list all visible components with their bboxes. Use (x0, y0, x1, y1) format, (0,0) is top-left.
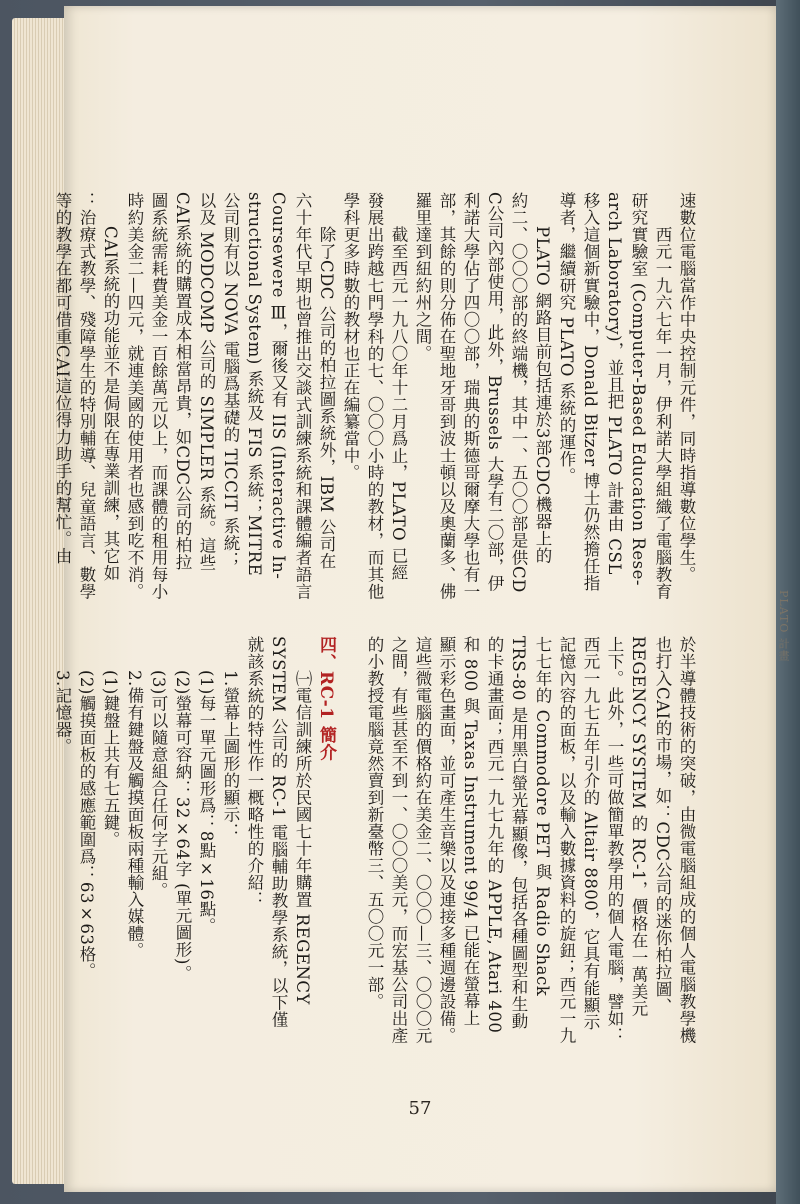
text-line: 時約美金二—四元，就連美國的使用者也感到吃不消。 (125, 192, 144, 600)
text-line: 導者，繼續研究 PLATO 系統的運作。 (557, 192, 576, 485)
text-line: 學科更多時數的教材也正在編纂當中。 (341, 192, 360, 481)
text-line: 2.備有鍵盤及觸摸面板兩種輸入媒體。 (125, 636, 144, 959)
text-line: 就該系統的特性作一概略性的介紹： (245, 636, 264, 908)
text-line: ：治療式教學、殘障學生的特別輔導、兒童語言、數學 (77, 192, 96, 600)
text-line: 公司則有以 NOVA 電腦爲基礎的 TICCIT 系統； (221, 192, 240, 569)
text-line: PLATO 網路目前包括連於3部CDC機器上的 (533, 192, 552, 564)
text-line: TRS-80 是用黑白螢光幕顯像，包括各種圖型和生動 (509, 636, 528, 1030)
running-head: PLATO 計畫 (777, 590, 790, 662)
text-line: (3)可以隨意組合任何字元組。 (149, 636, 168, 899)
text-line: CAI系統的購置成本相當昂貴，如CDC公司的柏拉 (173, 192, 192, 571)
lower-text-block (50, 636, 698, 1056)
text-line: (2)螢幕可容納：32×64字 (單元圖形)。 (173, 636, 192, 982)
text-line: 發展出跨越七門學科的七、〇〇〇小時的教材，而其他 (365, 192, 384, 600)
text-line: 截至西元一九八〇年十二月爲止，PLATO 已經 (389, 192, 408, 581)
text-line (338, 636, 362, 1056)
text-line: 七七年的 Commodore PET 與 Radio Shack (533, 636, 552, 997)
text-line: ㈠電信訓練所於民國七十年購置 REGENCY (293, 636, 312, 1005)
text-line: 顯示彩色畫面，並可產生音樂以及連接多種週邊設備。 (437, 636, 456, 1044)
text-line: 等的教學在都可借重CAI這位得力助手的幫忙。由 (53, 192, 72, 565)
text-line: 這些微電腦的價格約在美金二、〇〇〇—三、〇〇〇元 (413, 636, 432, 1044)
section-heading: 四、RC-1 簡介 (316, 636, 336, 761)
text-line: CAI系統的功能並不是侷限在專業訓練，其它如 (101, 192, 120, 582)
text-line: C公司內部使用，此外，Brussels 大學有二〇部，伊 (485, 192, 504, 592)
text-line: 於半導體技術的突破，由微電腦組成的個人電腦教學機 (677, 636, 696, 1044)
text-line: 3.記憶器。 (53, 636, 72, 755)
text-line: 上下。此外，一些可做簡單教學用的個人電腦，譬如： (605, 636, 624, 1044)
text-line: 六十年代早期也曾推出交談式訓練系統和課體編者語言 (293, 192, 312, 600)
text-line: (1)鍵盤上共有七五鍵。 (101, 636, 120, 848)
text-line: 西元一九七五年引介的 Altair 8800，它具有能顯示 (581, 636, 600, 1031)
text-line: 除了CDC 公司的柏拉圖系統外，IBM 公司在 (317, 192, 336, 570)
text-line: 移入這個新實驗中，Donald Bitzer 博士仍然擔任指 (581, 192, 600, 592)
text-line: 和 800 與 Taxas Instrument 99/4 已能在螢幕上 (461, 636, 480, 1027)
book-page (53, 6, 776, 1192)
page-number: 57 (408, 1098, 432, 1119)
text-line: structional System) 系統及 FIS 系統；MITRE (245, 192, 264, 577)
text-line: 利諾大學佔了四〇〇部，瑞典的斯德哥爾摩大學也有一 (461, 192, 480, 600)
text-line: arch Laboratory)，並且把 PLATO 計畫由 CSL (605, 192, 624, 575)
upper-text-block (50, 192, 698, 632)
text-line: 約二、〇〇〇部的終端機，其中一、五〇〇部是供CD (509, 192, 528, 593)
text-line: (1)每一單元圖形爲：8點×16點。 (197, 636, 216, 935)
text-line: (2)觸摸面板的感應範圍爲：63×63格。 (77, 636, 96, 980)
text-line: 研究實驗室 (Computer-Based Education Rese- (629, 192, 648, 586)
text-line: 部，其餘的則分佈在聖地牙哥到波士頓以及奧蘭多、佛 (437, 192, 456, 600)
text-line: 的小教授電腦竟然賣到新臺幣三、五〇〇元一部。 (365, 636, 384, 1010)
text-line: 記憶內容的面板，以及輸入數據資料的旋鈕；西元一九 (557, 636, 576, 1044)
text-line: REGENCY SYSTEM 的 RC-1，價格在一萬美元 (629, 636, 648, 1017)
text-line: Coursewere Ⅲ，爾後又有 IIS (Interactive In- (269, 192, 288, 580)
text-line: 西元一九六七年一月，伊利諾大學組織了電腦教育 (653, 192, 672, 600)
text-line: 的卡通畫面；西元一九七九年的 APPLE, Atari 400 (485, 636, 504, 1034)
text-line: 羅里達到紐約州之間。 (413, 192, 432, 362)
text-line: 之間，有些甚至不到一、〇〇〇美元，而宏基公司出產 (389, 636, 408, 1044)
text-line: 速數位電腦當作中央控制元件，同時指導數位學生。 (677, 192, 696, 583)
text-line: SYSTEM 公司的 RC-1 電腦輔助教學系統，以下僅 (269, 636, 288, 1028)
text-line: 也打入CAI的市場，如：CDC公司的迷你柏拉圖、 (653, 636, 672, 1015)
text-line: 以及 MODCOMP 公司的 SIMPLER 系統。這些 (197, 192, 216, 572)
text-line: 1.螢幕上圖形的顯示： (221, 636, 240, 840)
text-line: 圖系統需耗費美金一百餘萬元以上，而課體的租用每小 (149, 192, 168, 600)
